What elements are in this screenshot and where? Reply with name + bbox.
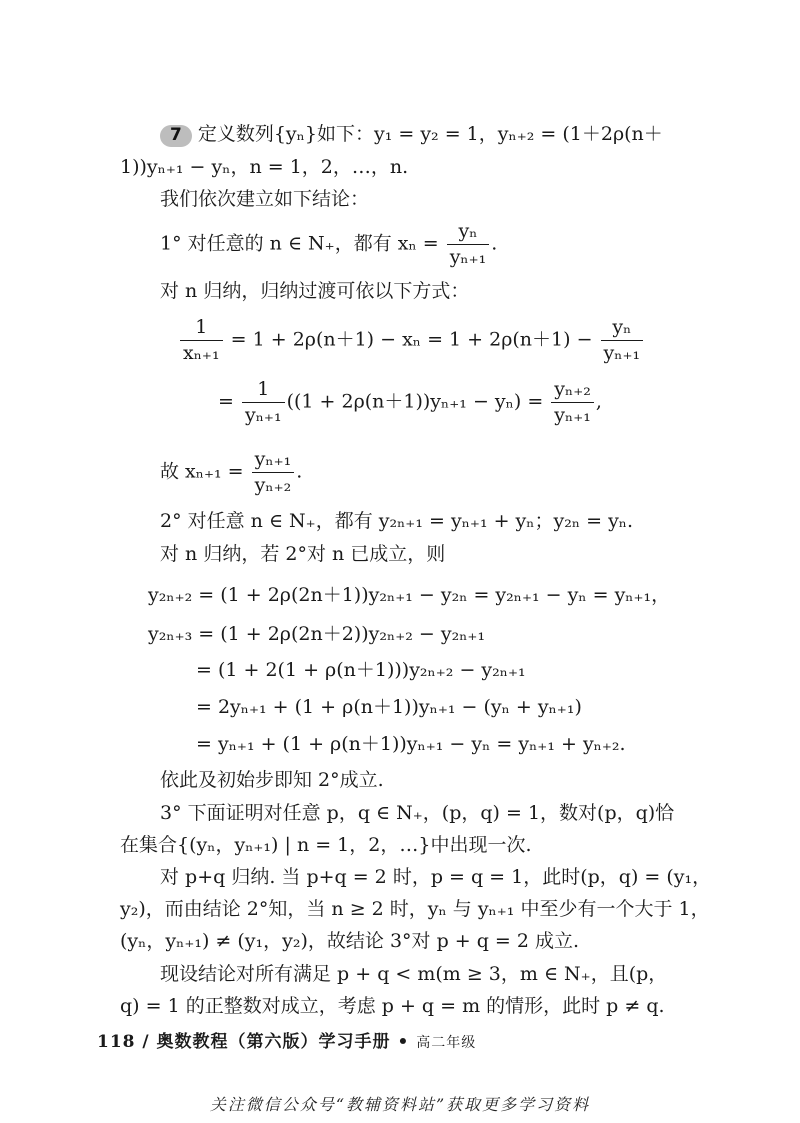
- conclusion2-eq5: = yₙ₊₁ + (1 + ρ(n＋1))yₙ₊₁ − yₙ = yₙ₊₁ + yₙ₊₂.: [196, 733, 626, 755]
- conclusion2-eq4: = 2yₙ₊₁ + (1 + ρ(n＋1))yₙ₊₁ − (yₙ + yₙ₊₁): [196, 696, 582, 718]
- problem-line3: 我们依次建立如下结论：: [160, 188, 370, 210]
- conclusion3-line2: 在集合{(yₙ，yₙ₊₁) | n = 1，2，…}中出现一次.: [120, 834, 532, 856]
- conclusion1-result: 故 xₙ₊₁ = $\frac{\text{yₙ₊₁}}{\text{yₙ₊₂}}$ .: [160, 448, 303, 496]
- fraction: $\frac{\text{yₙ}}{\text{yₙ₊₁}}$: [447, 222, 490, 267]
- footer-grade: 高二年级: [416, 1035, 477, 1051]
- conclusion3-line6: 现设结论对所有满足 p + q < m(m ≥ 3，m ∈ N₊，且(p，: [160, 963, 668, 985]
- conclusion3-line7: q) = 1 的正整数对成立，考虑 p + q = m 的情形，此时 p ≠ q.: [120, 995, 665, 1017]
- conclusion3-line4: y₂)，而由结论 2°知，当 n ≥ 2 时，yₙ 与 yₙ₊₁ 中至少有一个大于 1，: [120, 898, 710, 920]
- conclusion3-line3: 对 p+q 归纳. 当 p+q = 2 时，p = q = 1，此时(p，q) = (y₁，: [160, 866, 712, 888]
- conclusion2-statement: 2° 对任意 n ∈ N₊，都有 y₂ₙ₊₁ = yₙ₊₁ + yₙ；y₂ₙ = yₙ.: [160, 510, 634, 532]
- conclusion3-line1: 3° 下面证明对任意 p，q ∈ N₊，(p，q) = 1，数对(p，q)恰: [160, 802, 675, 824]
- problem-first-line: [160, 125, 663, 147]
- problem-line2: 1))yₙ₊₁ − yₙ，n = 1，2，…，n.: [120, 156, 409, 178]
- problem-line1: 定义数列{yₙ}如下：y₁ = y₂ = 1，yₙ₊₂ = (1＋2ρ(n＋: [197, 123, 663, 145]
- conclusion2-induction: 对 n 归纳，若 2°对 n 已成立，则: [160, 543, 446, 565]
- conclusion1-statement: 1° 对任意的 n ∈ N₊，都有 xₙ = $\frac{\text{yₙ}}{\text{yₙ₊₁}}$ .: [160, 220, 498, 268]
- conclusion1-eq2: = $\frac{1}{\text{yₙ₊₁}}$ ((1 + 2ρ(n＋1))yₙ₊₁ − yₙ) = $\frac{\text{yₙ₊₂}}{\text{yₙ₊₁}}$ ,: [218, 378, 602, 426]
- conclusion2-eq1: y₂ₙ₊₂ = (1 + 2ρ(2n＋1))y₂ₙ₊₁ − y₂ₙ = y₂ₙ₊₁ − yₙ = yₙ₊₁，: [148, 584, 671, 606]
- watermark-text: 关注微信公众号“教辅资料站”获取更多学习资料: [209, 1095, 591, 1114]
- conclusion2-eq2: y₂ₙ₊₃ = (1 + 2ρ(2n＋2))y₂ₙ₊₂ − y₂ₙ₊₁: [148, 623, 486, 645]
- footer-title: 118 / 奥数教程（第六版）学习手册 •: [97, 1032, 410, 1052]
- conclusion1-eq1: $\frac{1}{\text{xₙ₊₁}}$ = 1 + 2ρ(n＋1) − xₙ = 1 + 2ρ(n＋1) − $\frac{\text{yₙ}}{\text{yₙ₊₁}}$: [178, 318, 645, 363]
- conclusion2-eq3: = (1 + 2(1 + ρ(n＋1)))y₂ₙ₊₂ − y₂ₙ₊₁: [196, 659, 526, 681]
- page-footer: [97, 1027, 476, 1052]
- problem-number-badge: 7: [160, 125, 192, 147]
- conclusion3-line5: (yₙ，yₙ₊₁) ≠ (y₁，y₂)，故结论 3°对 p + q = 2 成立.: [120, 930, 580, 952]
- conclusion2-after: 依此及初始步即知 2°成立.: [160, 769, 384, 791]
- conclusion1-induction: 对 n 归纳，归纳过渡可依以下方式：: [160, 280, 470, 302]
